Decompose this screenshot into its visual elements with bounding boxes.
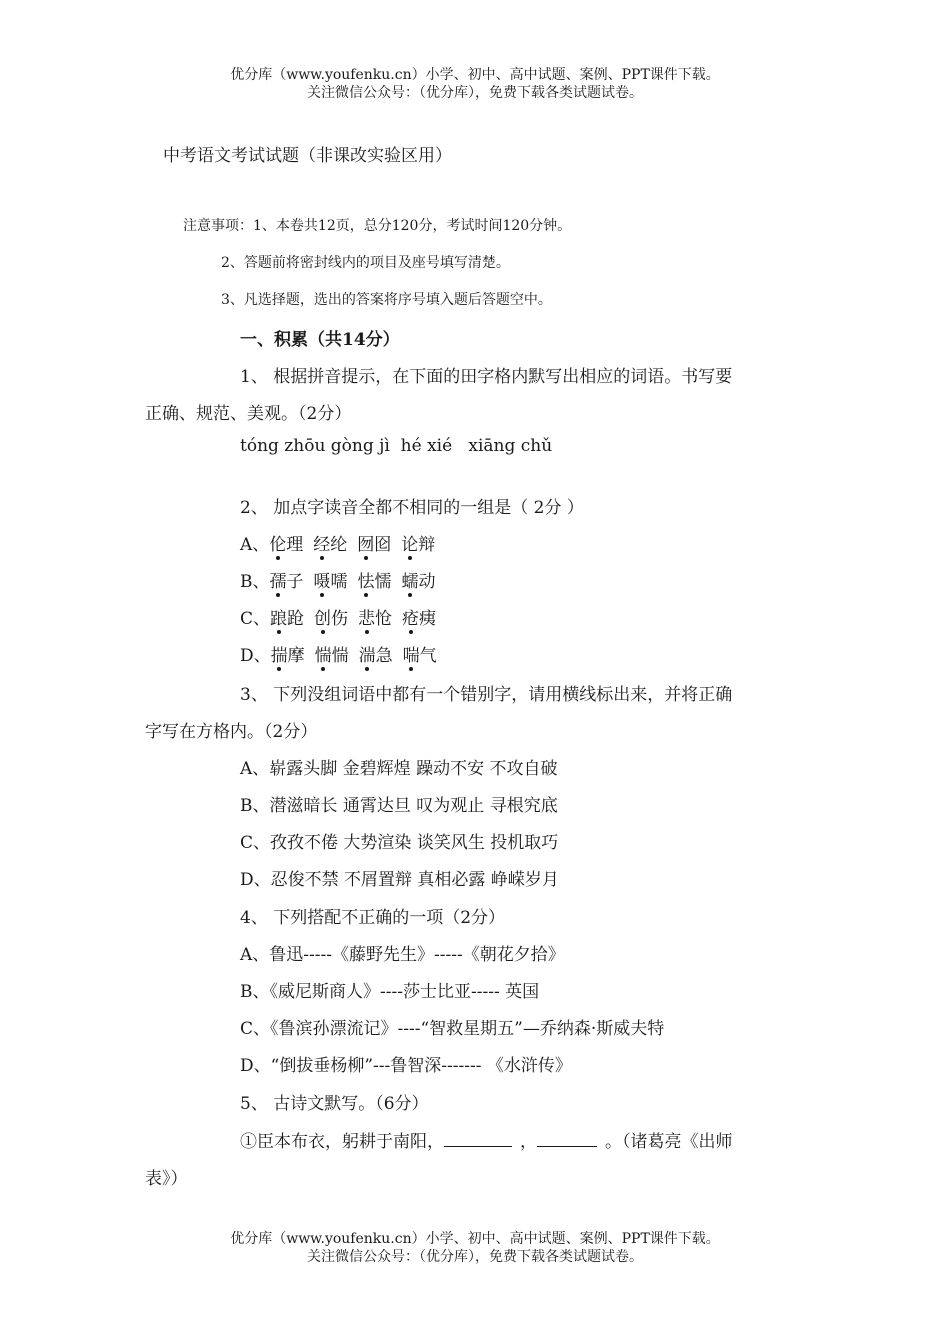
q2-word-rest: 惴 [331,646,349,666]
q2-word [402,609,436,629]
q3-option-b: B、潜滋暗长 通霄达旦 叹为观止 寻根究底 [240,796,558,816]
q5-blank-1[interactable] [444,1129,512,1147]
q2-option-b [240,567,436,592]
note-3: 3、凡选择题，选出的答案将序号填入题后答题空中。 [221,292,552,308]
q2-word [401,535,435,555]
q2-option-c [240,604,436,629]
q3-stem-line-2: 字写在方格内。（2分） [145,722,318,742]
q2-option-d [240,641,437,666]
q4-stem: 4、 下列搭配不正确的一项（2分） [240,908,506,928]
q2-word [403,646,437,666]
q3-option-a: A、崭露头脚 金碧辉煌 躁动不安 不攻自破 [240,759,558,779]
q2-word [402,572,436,592]
page-title: 中考语文考试试题（非课改实验区用） [163,146,452,166]
q5-item-1-sep: ， [520,1132,537,1152]
q5-stem: 5、 古诗文默写。（6分） [240,1094,429,1114]
q2-word [314,572,348,592]
q1-pinyin: tóng zhōu gòng jì hé xié xiāng chǔ [240,436,553,456]
emphasis-dotted-char: 喘 [403,641,420,666]
q2-option-label: B、 [240,572,270,592]
emphasis-dotted-char: 湍 [359,641,376,666]
section-heading: 一、积累（共14分） [240,330,400,350]
q2-stem: 2、 加点字读音全都不相同的一组是（ 2分 ） [240,498,584,518]
note-1: 注意事项：1、本卷共12页，总分120分，考试时间120分钟。 [183,218,572,234]
emphasis-dotted-char: 孺 [270,567,287,592]
q3-stem-line-1: 3、 下列没组词语中都有一个错别字，请用横线标出来，并将正确 [240,685,733,705]
q2-word [313,535,347,555]
header-line-2: 关注微信公众号：（优分库），免费下载各类试题试卷。 [307,85,643,101]
emphasis-dotted-char: 囫 [357,530,374,555]
q2-word-rest: 怆 [375,609,393,629]
q2-word-rest: 急 [375,646,393,666]
header-line-1: 优分库（www.youfenku.cn）小学、初中、高中试题、案例、PPT课件下载。 [230,67,720,83]
q1-stem-line-2: 正确、规范、美观。（2分） [145,404,352,424]
q2-word [358,609,392,629]
emphasis-dotted-char: 怯 [358,567,375,592]
q2-option-label: D、 [240,646,271,666]
q2-word-rest: 摩 [287,646,305,666]
q2-option-a [240,530,435,555]
q2-word [270,609,304,629]
emphasis-dotted-char: 论 [401,530,418,555]
q2-word [315,646,349,666]
note-2: 2、答题前将密封线内的项目及座号填写清楚。 [221,255,510,271]
q2-word-rest: 懦 [374,572,392,592]
q5-item-1-text: ①臣本布衣，躬耕于南阳， [240,1132,444,1152]
q4-option-c: C、《鲁滨孙漂流记》----“智救星期五”—乔纳森·斯威夫特 [240,1019,665,1039]
q2-word [359,646,393,666]
q5-item-1-cont: 表》） [145,1169,188,1189]
q2-word-rest: 囵 [374,535,392,555]
emphasis-dotted-char: 悲 [358,604,375,629]
emphasis-dotted-char: 踉 [270,604,287,629]
q2-option-label: A、 [240,535,270,555]
q2-word [270,572,304,592]
q2-word-rest: 辩 [418,535,436,555]
emphasis-dotted-char: 惴 [315,641,332,666]
q4-option-d: D、“倒拔垂杨柳”---鲁智深------- 《水浒传》 [240,1056,572,1076]
emphasis-dotted-char: 蠕 [402,567,419,592]
q3-option-d: D、忍俊不禁 不屑置辩 真相必露 峥嵘岁月 [240,870,559,890]
q2-word-rest: 动 [418,572,436,592]
q4-option-a: A、鲁迅-----《藤野先生》-----《朝花夕拾》 [240,945,565,965]
q1-stem-line-1: 1、 根据拼音提示，在下面的田字格内默写出相应的词语。书写要 [240,367,733,387]
footer-line-2: 关注微信公众号：（优分库），免费下载各类试题试卷。 [307,1249,643,1265]
emphasis-dotted-char: 嗫 [314,567,331,592]
q4-option-b: B、《威尼斯商人》----莎士比亚----- 英国 [240,982,540,1002]
q2-word [314,609,348,629]
q2-word [357,535,391,555]
q2-word-rest: 理 [286,535,304,555]
q2-option-label: C、 [240,609,271,629]
q5-blank-2[interactable] [537,1129,597,1147]
q5-item-1-end: 。（诸葛亮《出师 [605,1132,733,1152]
q2-word [271,646,305,666]
emphasis-dotted-char: 创 [314,604,331,629]
q2-word-rest: 嚅 [330,572,348,592]
q2-word-rest: 子 [286,572,304,592]
q2-word-rest: 伤 [331,609,349,629]
emphasis-dotted-char: 经 [313,530,330,555]
emphasis-dotted-char: 伦 [269,530,286,555]
q5-item-1 [240,1127,733,1152]
q2-word-rest: 痍 [419,609,437,629]
footer-line-1: 优分库（www.youfenku.cn）小学、初中、高中试题、案例、PPT课件下载。 [230,1231,720,1247]
q2-word [269,535,303,555]
q2-word-rest: 气 [419,646,437,666]
q2-word [358,572,392,592]
q2-word-rest: 纶 [330,535,348,555]
q2-word-rest: 跄 [287,609,305,629]
q3-option-c: C、孜孜不倦 大势渲染 谈笑风生 投机取巧 [240,833,559,853]
emphasis-dotted-char: 疮 [402,604,419,629]
emphasis-dotted-char: 揣 [271,641,288,666]
